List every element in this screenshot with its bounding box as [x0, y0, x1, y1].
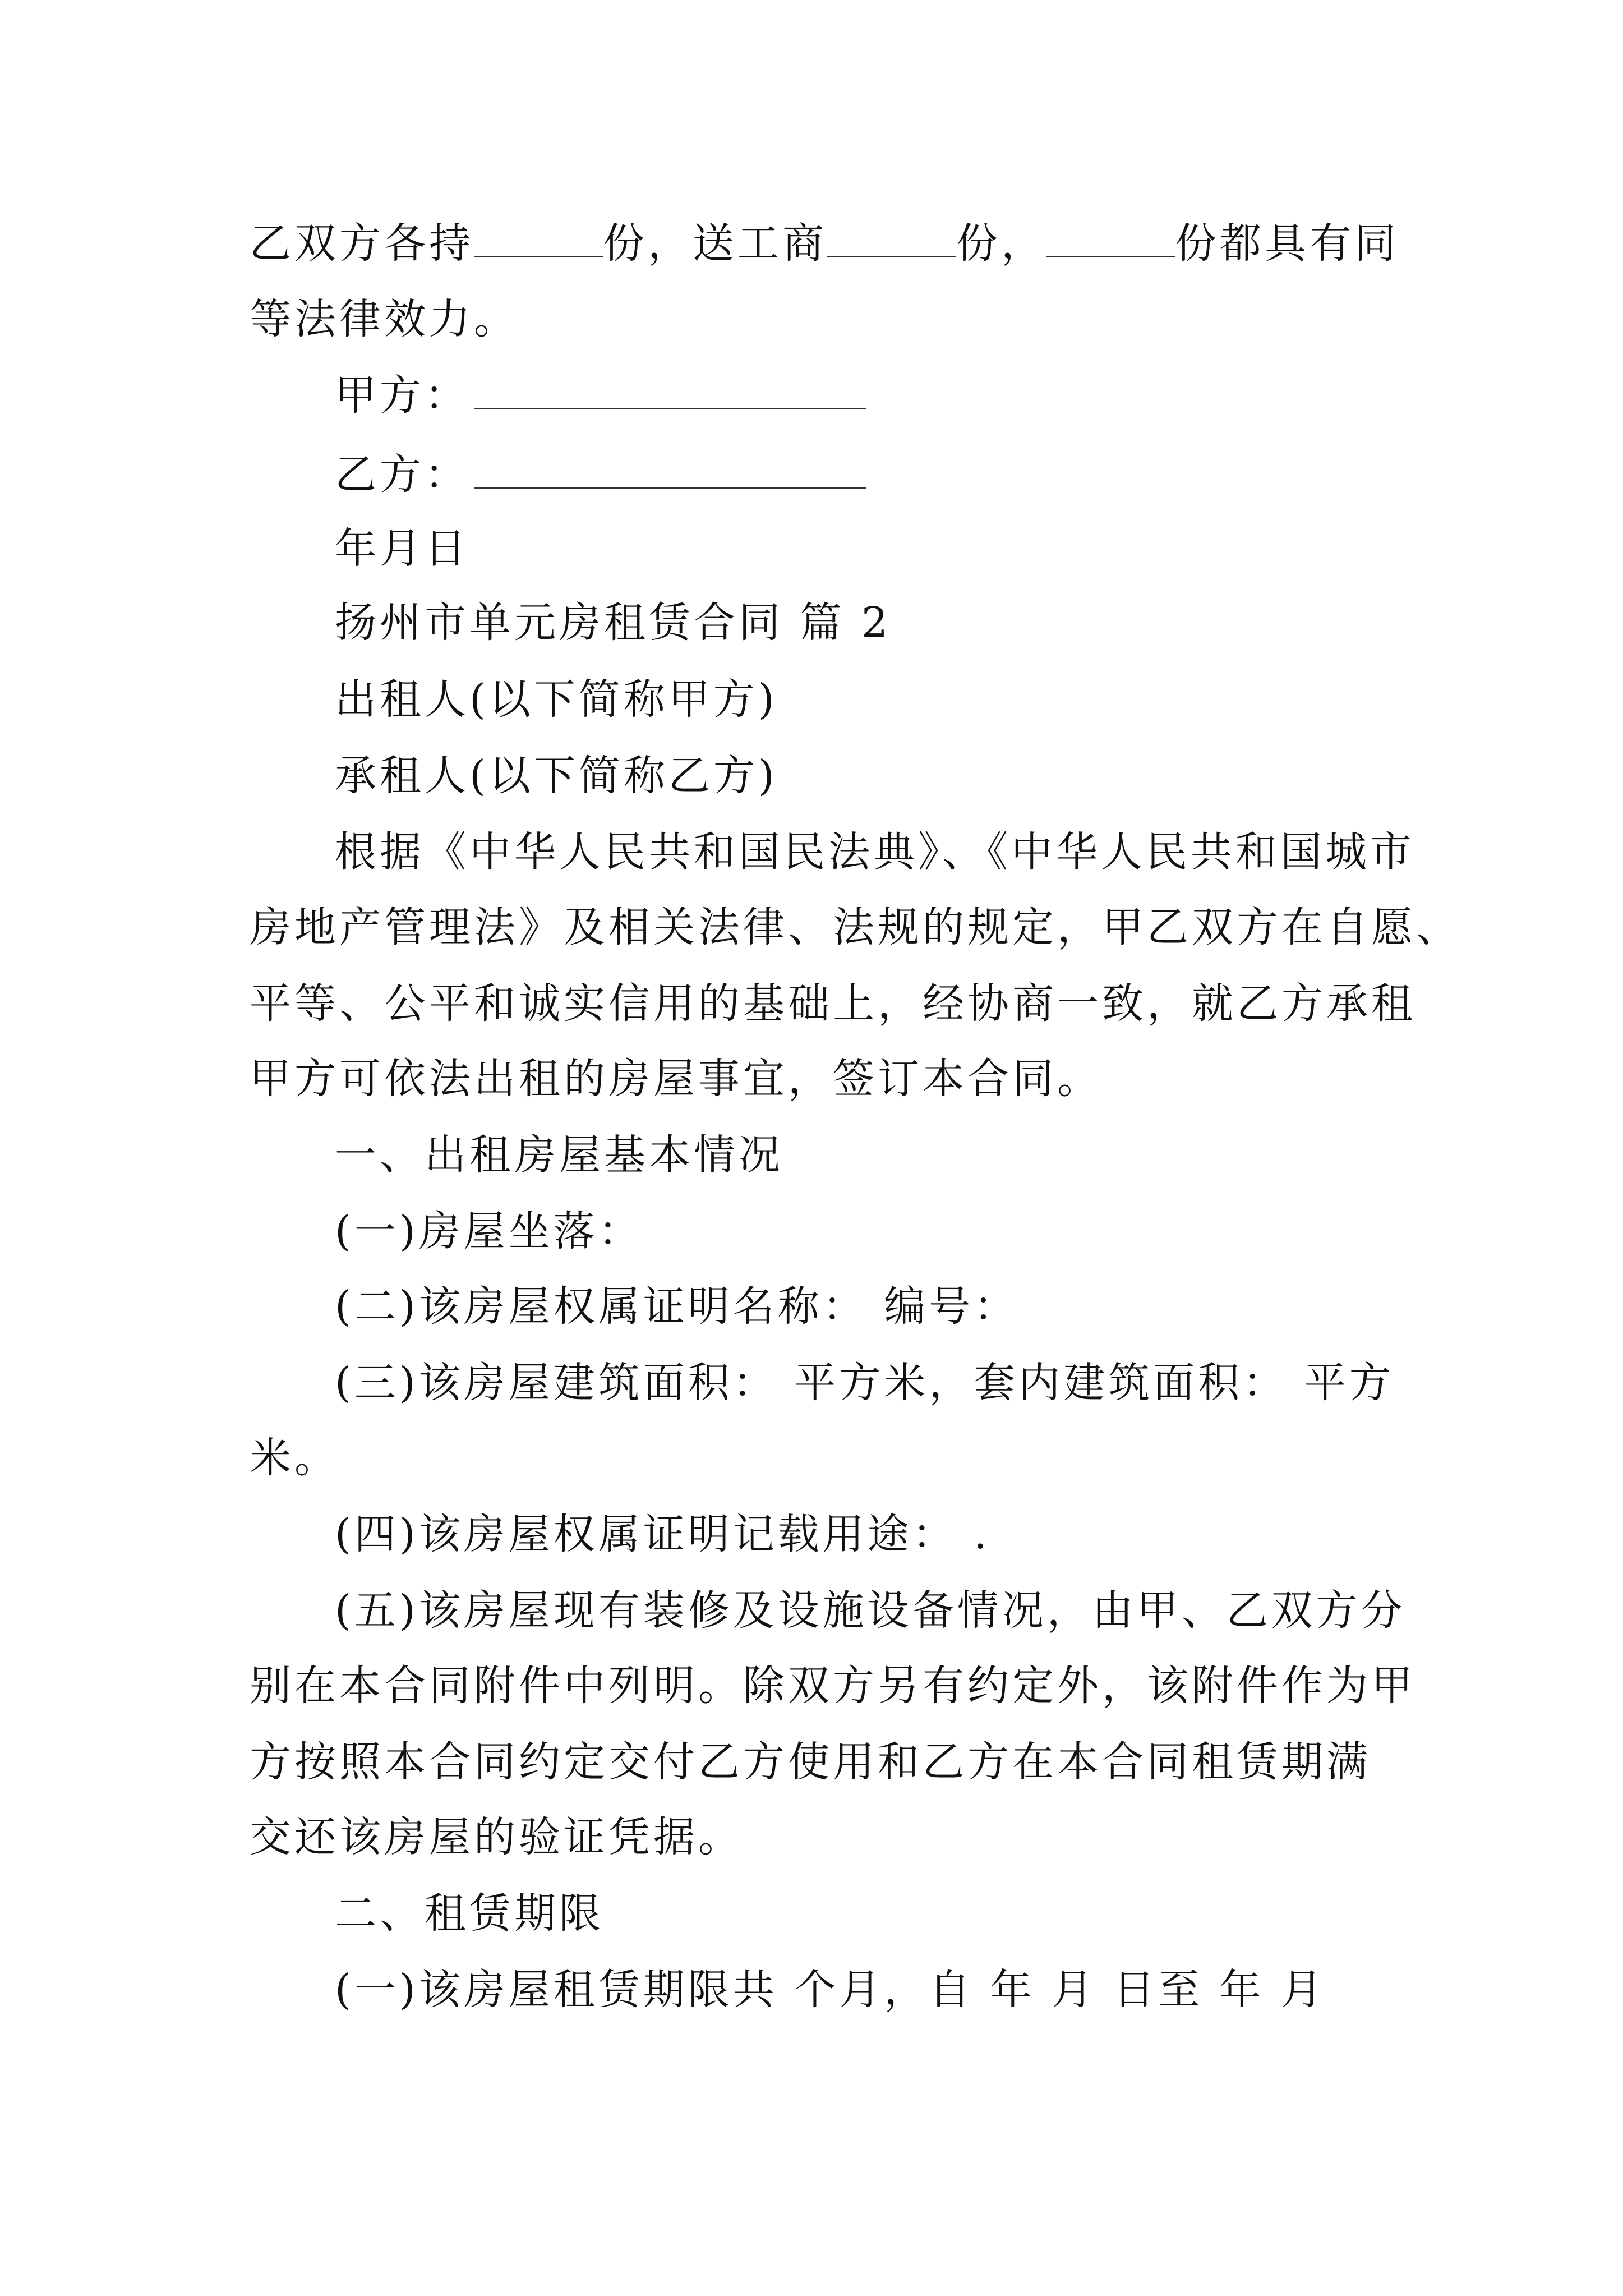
party-a-signature-blank: [474, 375, 866, 409]
copies-text-1: 乙双方各持: [250, 219, 474, 268]
contract-title: 扬州市单元房租赁合同 篇 2: [335, 599, 892, 647]
section-1-item-3-line-1: (三)该房屋建筑面积： 平方米，套内建筑面积： 平方: [335, 1359, 1394, 1407]
copies-text-4: 份都具有同: [1175, 219, 1399, 268]
section-1-item-5-line-4: 交还该房屋的验证凭据。: [250, 1813, 743, 1861]
copies-blank-2: [827, 223, 956, 257]
section-1-item-2: (二)该房屋权属证明名称： 编号：: [335, 1282, 1019, 1331]
intro-paragraph-line-1: 根据《中华人民共和国民法典》、《中华人民共和国城市: [335, 828, 1415, 876]
section-1-item-5-line-2: 别在本合同附件中列明。除双方另有约定外，该附件作为甲: [250, 1662, 1416, 1710]
lessor-line: 出租人(以下简称甲方): [335, 675, 778, 724]
intro-paragraph-line-3: 平等、公平和诚实信用的基础上，经协商一致，就乙方承租: [250, 979, 1416, 1028]
copies-blank-1: [474, 223, 603, 257]
date-line: 年月日: [335, 524, 469, 573]
copies-clause-line: [250, 219, 1399, 268]
section-2-heading: 二、租赁期限: [335, 1889, 604, 1938]
copies-blank-3: [1046, 223, 1175, 257]
party-b-signature-blank: [474, 454, 866, 489]
party-b-line: [335, 450, 1468, 499]
section-1-item-4: (四)该房屋权属证明记载用途： .: [335, 1510, 990, 1558]
party-a-label: 甲方：: [335, 371, 469, 420]
legal-effect-line: 等法律效力。: [250, 295, 519, 343]
party-b-label: 乙方：: [335, 450, 469, 499]
section-1-item-5-line-3: 方按照本合同约定交付乙方使用和乙方在本合同租赁期满: [250, 1738, 1371, 1786]
section-2-item-1: (一)该房屋租赁期限共 个月，自 年 月 日至 年 月: [335, 1966, 1326, 2014]
section-1-heading: 一、出租房屋基本情况: [335, 1131, 783, 1179]
intro-paragraph-line-4: 甲方可依法出租的房屋事宜，签订本合同。: [250, 1055, 1102, 1103]
lessee-line: 承租人(以下简称乙方): [335, 752, 778, 800]
copies-text-2: 份，送工商: [603, 219, 827, 268]
section-1-item-1: (一)房屋坐落：: [335, 1207, 643, 1255]
section-1-item-3-line-2: 米。: [250, 1434, 339, 1482]
section-1-item-5-line-1: (五)该房屋现有装修及设施设备情况，由甲、乙双方分: [335, 1586, 1406, 1635]
intro-paragraph-line-2: 房地产管理法》及相关法律、法规的规定，甲乙双方在自愿、: [250, 903, 1461, 951]
party-a-line: [335, 371, 1468, 420]
copies-text-3: 份，: [956, 219, 1046, 268]
